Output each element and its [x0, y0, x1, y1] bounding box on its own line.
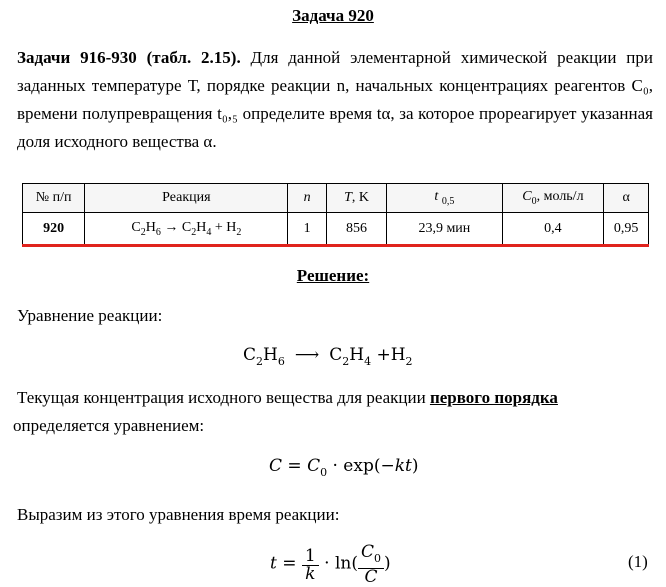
t-symbol: t [434, 189, 439, 204]
n-symbol: n [303, 190, 311, 205]
table-header-concentration [502, 184, 604, 213]
table-header-row [23, 184, 649, 213]
first-order-term: первого порядка [429, 388, 558, 407]
C-symbol: C [522, 189, 532, 204]
C-subscript: 0 [531, 196, 537, 207]
equation-number: (1) [628, 552, 648, 571]
table-header-n [288, 184, 326, 213]
table-header-alpha: α [604, 184, 649, 213]
data-table [22, 183, 649, 247]
cell-num: 920 [23, 213, 85, 246]
cell-n: 1 [288, 213, 326, 246]
text-express-time: Выразим из этого уравнения время реакции: [17, 505, 340, 524]
T-unit: , K [351, 190, 369, 205]
cell-half-life: 23,9 мин [387, 213, 502, 246]
cell-alpha: 0,95 [604, 213, 649, 246]
text-first-order: Текущая концентрация исходного вещества для реакции первого порядка определяется уравнением: [13, 388, 558, 435]
concentration-equation: $C = C_0 \cdot \exp(-kt)$ [269, 456, 419, 479]
t-subscript: 0,5 [441, 196, 455, 207]
T-symbol: T [344, 190, 352, 205]
solution-heading: Решение: [296, 266, 370, 285]
reaction-equation: $C_2H_6$ ⟶ $C_2H_4 +H_2$ [243, 345, 413, 368]
table-header-num: № п/п [23, 184, 85, 213]
time-equation: t = $\frac{1}{k}$ · ln( $\frac{C_0}{C}$ ) [270, 542, 391, 587]
problem-range-label: Задачи 916-930 (табл. 2.15). [17, 48, 241, 67]
cell-temperature: 856 [326, 213, 386, 246]
problem-statement [17, 44, 653, 156]
problem-text: Для данной элементарной химической реакции при заданных температуре Т, порядке реакции n, начальных концентрациях реагентов С₀, времени полупревращения t₀,₅ определите время tα, за которое прореагирует указанная доля исходного вещества α. [17, 48, 653, 151]
table-header-half-life [387, 184, 502, 213]
cell-reaction: $C_2H_6 \to C_2H_4 + H_2$ [85, 213, 288, 246]
table-header-reaction: Реакция [85, 184, 288, 213]
table-row [23, 213, 649, 246]
table-header-temperature [326, 184, 386, 213]
page-title: Задача 920 [292, 6, 374, 25]
text-reaction-equation: Уравнение реакции: [17, 306, 163, 325]
cell-concentration: 0,4 [502, 213, 604, 246]
C-unit: , моль/л [536, 189, 584, 204]
